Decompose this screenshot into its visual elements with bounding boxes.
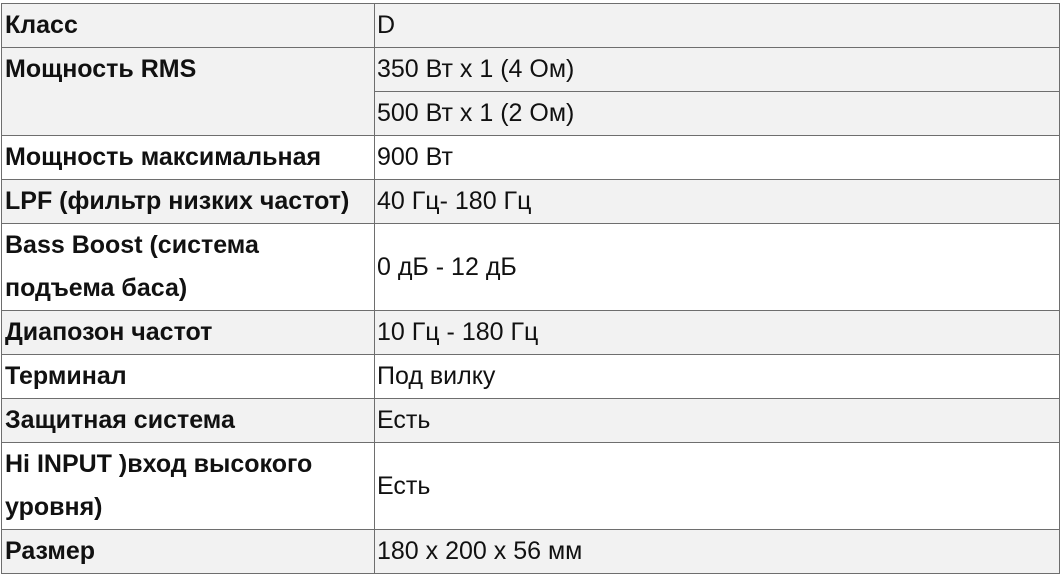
table-row-frequency-range	[2, 311, 1060, 355]
row-label: Класс	[2, 4, 375, 48]
table-row-protection	[2, 399, 1060, 443]
row-value: Под вилку	[375, 355, 1060, 399]
row-value: 900 Вт	[375, 136, 1060, 180]
table-row-hi-input	[2, 443, 1060, 530]
row-label: Мощность RMS	[2, 48, 375, 136]
row-value: 500 Вт х 1 (2 Ом)	[375, 92, 1060, 136]
table-row-terminal	[2, 355, 1060, 399]
table-row-bass-boost	[2, 224, 1060, 311]
row-value: 350 Вт х 1 (4 Ом)	[375, 48, 1060, 92]
row-label: LPF (фильтр низких частот)	[2, 180, 375, 224]
row-label: Размер	[2, 530, 375, 574]
row-value: D	[375, 4, 1060, 48]
row-label: Терминал	[2, 355, 375, 399]
row-label: Hi INPUT )вход высокого уровня)	[2, 443, 375, 530]
table-row-rms-power	[2, 48, 1060, 92]
row-value: 180 х 200 х 56 мм	[375, 530, 1060, 574]
row-label: Мощность максимальная	[2, 136, 375, 180]
row-label: Диапозон частот	[2, 311, 375, 355]
row-value: Есть	[375, 399, 1060, 443]
row-label: Защитная система	[2, 399, 375, 443]
row-label: Bass Boost (система подъема баса)	[2, 224, 375, 311]
row-value: 40 Гц- 180 Гц	[375, 180, 1060, 224]
table-row-lpf	[2, 180, 1060, 224]
spec-table	[1, 3, 1060, 574]
table-row-size	[2, 530, 1060, 574]
row-value: 10 Гц - 180 Гц	[375, 311, 1060, 355]
table-row-max-power	[2, 136, 1060, 180]
table-row-class	[2, 4, 1060, 48]
row-value: 0 дБ - 12 дБ	[375, 224, 1060, 311]
row-value: Есть	[375, 443, 1060, 530]
